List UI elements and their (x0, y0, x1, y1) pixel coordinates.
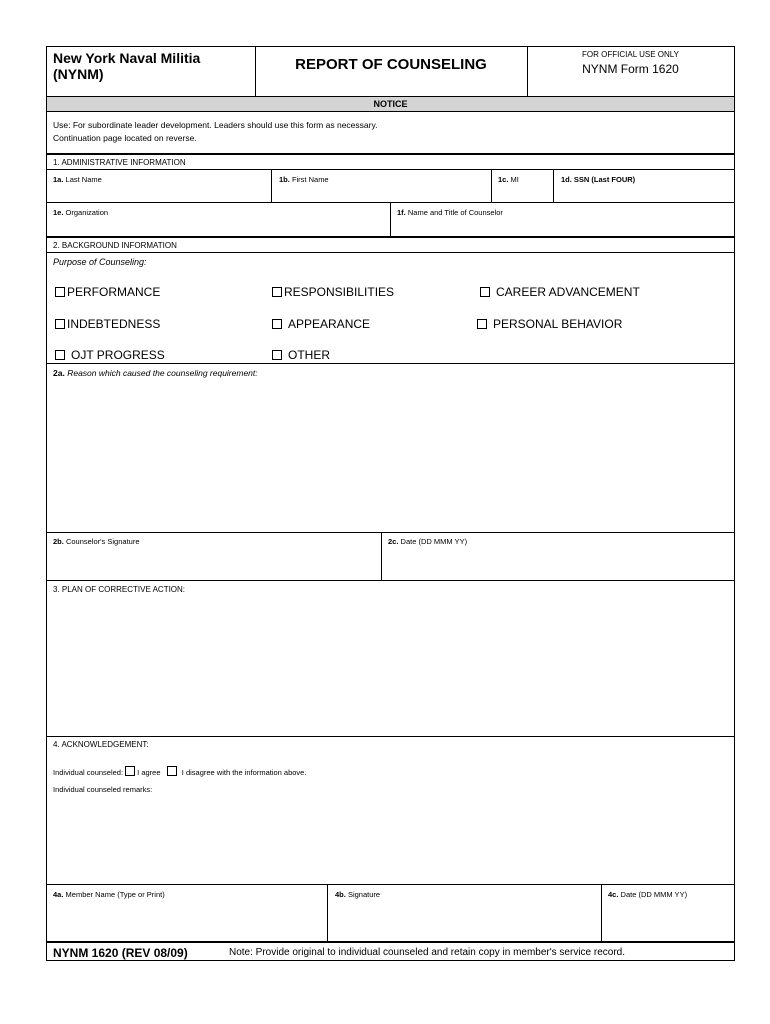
checkbox[interactable] (480, 287, 490, 297)
reason-label: 2a. Reason which caused the counseling requirement: (53, 368, 258, 378)
organization-field[interactable] (53, 219, 383, 235)
form-number: NYNM Form 1620 (582, 62, 679, 76)
counseling-date-field[interactable] (388, 549, 728, 577)
org-line-1: New York Naval Militia (53, 50, 201, 66)
counselor-name-label: 1f. Name and Title of Counselor (397, 208, 503, 217)
counseling-form (46, 46, 735, 961)
divider (601, 884, 602, 941)
divider (271, 169, 272, 202)
divider (47, 236, 734, 238)
corrective-action-field[interactable] (53, 597, 730, 733)
checkbox[interactable] (55, 287, 65, 297)
checkbox[interactable] (272, 350, 282, 360)
option-indebtedness[interactable]: INDEBTEDNESS (55, 317, 160, 331)
remarks-field[interactable] (53, 797, 730, 881)
divider (553, 169, 554, 202)
divider (381, 532, 382, 580)
divider (491, 169, 492, 202)
organization-name (53, 50, 200, 82)
disagree-checkbox[interactable] (167, 766, 177, 776)
checkbox[interactable] (272, 287, 282, 297)
footer-note: Note: Provide original to individual counseled and retain copy in member's service record. (229, 947, 626, 958)
first-name-field[interactable] (279, 185, 489, 203)
acknowledgement-date-field[interactable] (608, 902, 728, 938)
option-personal-behavior[interactable]: PERSONAL BEHAVIOR (477, 317, 622, 331)
option-ojt-progress[interactable]: OJT PROGRESS (55, 348, 165, 362)
divider (47, 736, 734, 737)
form-title: REPORT OF COUNSELING (295, 56, 487, 73)
mi-label: 1c. MI (498, 175, 519, 184)
divider (47, 153, 734, 155)
notice-heading: NOTICE (47, 96, 734, 112)
official-use-label: FOR OFFICIAL USE ONLY (582, 50, 679, 59)
member-name-field[interactable] (53, 902, 323, 938)
member-signature-label: 4b. Signature (335, 890, 381, 899)
divider (390, 202, 391, 236)
ssn-label: 1d. SSN (Last FOUR) (561, 175, 636, 184)
organization-label: 1e. Organization (53, 208, 109, 217)
divider (47, 169, 734, 170)
section-3-heading: 3. PLAN OF CORRECTIVE ACTION: (53, 585, 186, 594)
counselor-signature-label: 2b. Counselor's Signature (53, 537, 140, 546)
checkbox[interactable] (55, 319, 65, 329)
acknowledgement-date-label: 4c. Date (DD MMM YY) (608, 890, 688, 899)
counselor-signature-field[interactable] (53, 549, 373, 577)
divider (47, 941, 734, 943)
divider (47, 532, 734, 533)
notice-line-1: Use: For subordinate leader development. Leaders should use this form as necessary. (53, 120, 378, 130)
last-name-label: 1a. Last Name (53, 175, 102, 184)
member-signature-field[interactable] (335, 902, 595, 938)
notice-line-2: Continuation page located on reverse. (53, 133, 197, 143)
ssn-field[interactable] (559, 185, 729, 203)
divider (47, 884, 734, 885)
counselor-name-field[interactable] (397, 219, 729, 235)
mi-field[interactable] (497, 185, 549, 203)
counseling-date-label: 2c. Date (DD MMM YY) (388, 537, 468, 546)
acknowledgement-line: Individual counseled: I agree I disagree with the information above. (53, 768, 307, 777)
section-1-heading: 1. ADMINISTRATIVE INFORMATION (53, 158, 186, 167)
org-line-2: (NYNM) (53, 66, 104, 82)
purpose-label: Purpose of Counseling: (53, 257, 147, 267)
form-revision: NYNM 1620 (REV 08/09) (53, 946, 188, 960)
option-responsibilities[interactable]: RESPONSIBILITIES (272, 285, 394, 299)
divider (47, 363, 734, 364)
divider (47, 252, 734, 253)
option-other[interactable]: OTHER (272, 348, 330, 362)
option-career-advancement[interactable]: CAREER ADVANCEMENT (480, 285, 640, 299)
divider (47, 580, 734, 581)
member-name-label: 4a. Member Name (Type or Print) (53, 890, 165, 899)
divider (327, 884, 328, 941)
option-performance[interactable]: PERFORMANCE (55, 285, 160, 299)
checkbox[interactable] (55, 350, 65, 360)
section-2-heading: 2. BACKGROUND INFORMATION (53, 241, 177, 250)
reason-field[interactable] (53, 381, 730, 529)
remarks-label: Individual counseled remarks: (53, 785, 153, 794)
checkbox[interactable] (272, 319, 282, 329)
agree-checkbox[interactable] (125, 766, 135, 776)
checkbox[interactable] (477, 319, 487, 329)
option-appearance[interactable]: APPEARANCE (272, 317, 370, 331)
last-name-field[interactable] (53, 185, 263, 203)
first-name-label: 1b. First Name (279, 175, 329, 184)
section-4-heading: 4. ACKNOWLEDGEMENT: (53, 740, 149, 749)
